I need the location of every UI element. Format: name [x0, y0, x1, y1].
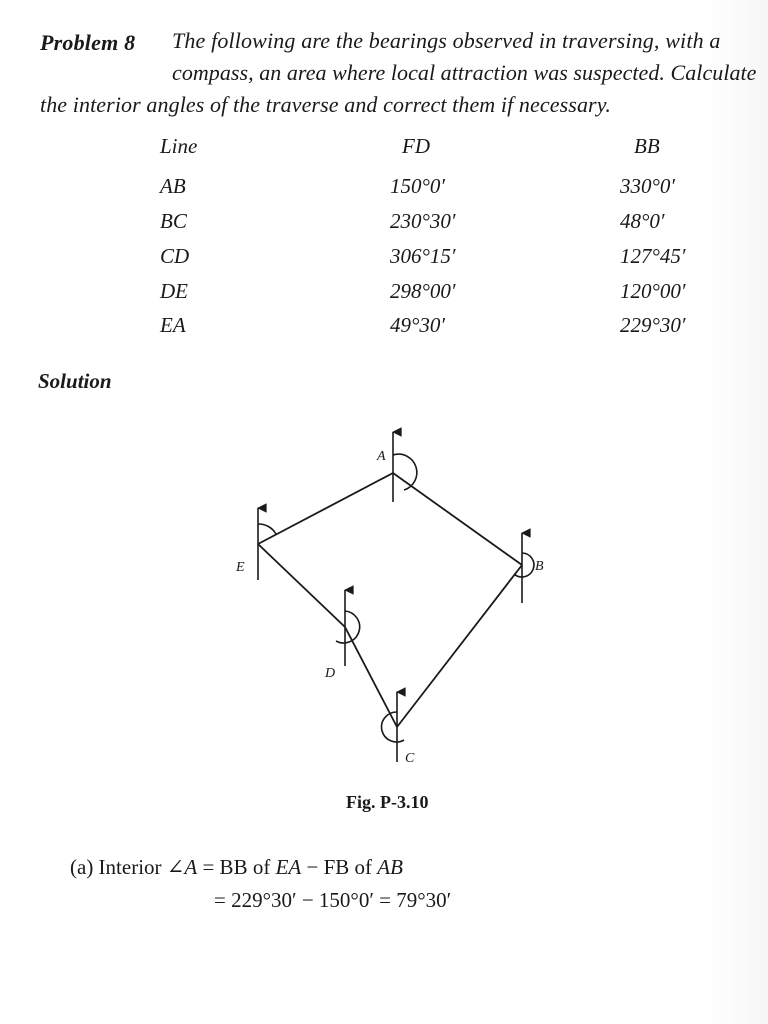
table-cell-bb: 330°0′: [620, 174, 675, 198]
figure-caption: Fig. P-3.10: [346, 792, 429, 812]
table-cell-fd: 49°30′: [390, 313, 445, 337]
traverse-line-bc: [397, 565, 522, 727]
station-label-b: B: [535, 559, 544, 574]
traverse-line-ea: [258, 473, 393, 544]
table-header-line: Line: [160, 134, 198, 158]
table-cell-fd: 230°30′: [390, 209, 456, 233]
traverse-line-de: [258, 544, 345, 627]
table-cell-fd: 150°0′: [390, 174, 445, 198]
equation-line-ab: AB: [377, 855, 403, 879]
problem-text-line-2: compass, an area where local attraction was suspected. Calculate: [172, 60, 757, 85]
table-cell-line: AB: [160, 174, 186, 198]
bearing-arc-e: [258, 524, 276, 534]
table-cell-line: CD: [160, 244, 190, 268]
table-cell-line: DE: [160, 279, 188, 303]
equation-mid: = BB of: [197, 855, 276, 879]
station-label-d: D: [325, 666, 336, 681]
bearing-arc-b: [514, 553, 534, 577]
equation-prefix: (a) Interior: [70, 855, 167, 879]
equation-line-1: [70, 855, 403, 880]
problem-text-line-1: The following are the bearings observed in traversing, with a: [172, 28, 721, 53]
bearing-arc-a: [393, 454, 417, 490]
bearing-arc-c: [382, 712, 404, 742]
table-cell-line: BC: [160, 209, 187, 233]
table-cell-fd: 306°15′: [390, 244, 456, 268]
table-cell-line: EA: [160, 313, 186, 337]
equation-line-2: = 229°30′ − 150°0′ = 79°30′: [214, 888, 452, 912]
station-label-c: C: [405, 751, 415, 766]
equation-line-ea: EA: [275, 855, 302, 879]
traverse-line-ab: [393, 473, 522, 565]
bearing-arc-d: [336, 611, 360, 643]
solution-heading: Solution: [38, 369, 112, 393]
table-header-bb: BB: [634, 134, 660, 158]
table-cell-bb: 127°45′: [620, 244, 686, 268]
table-cell-fd: 298°00′: [390, 279, 456, 303]
problem-text-line-3: the interior angles of the traverse and correct them if necessary.: [40, 92, 611, 117]
table-header-fd: FD: [402, 134, 430, 158]
problem-label: Problem 8: [40, 30, 136, 55]
station-label-a: A: [377, 449, 386, 464]
equation-angle: ∠A: [166, 855, 198, 879]
traverse-line-cd: [345, 627, 397, 727]
table-cell-bb: 120°00′: [620, 279, 686, 303]
table-cell-bb: 48°0′: [620, 209, 665, 233]
equation-minus: − FB of: [301, 855, 378, 879]
table-cell-bb: 229°30′: [620, 313, 686, 337]
station-label-e: E: [236, 560, 245, 575]
